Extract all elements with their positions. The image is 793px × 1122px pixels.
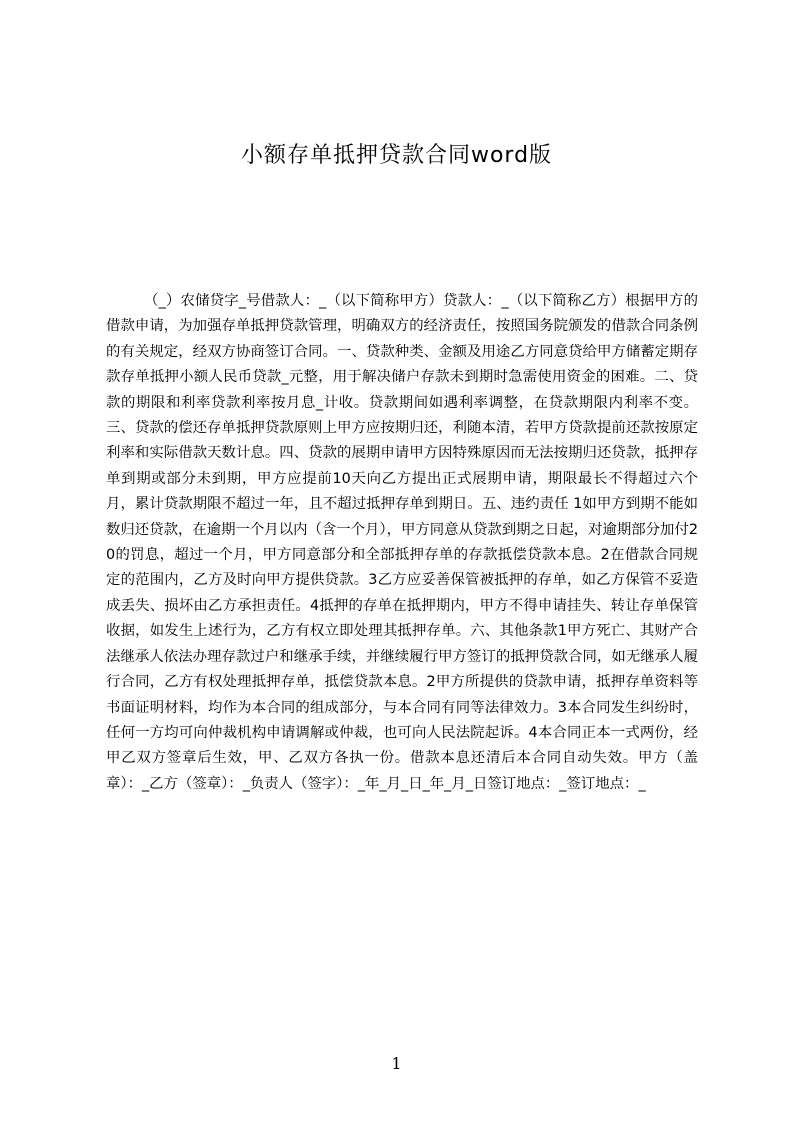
- contract-body-text: （_）农储贷字_号借款人：_（以下简称甲方）贷款人：_（以下简称乙方）根据甲方的借款申请，为加强存单抵押贷款管理，明确双方的经济责任，按照国务院颁发的借款合同条例的有关规定，经双方协商签订合同。一、贷款种类、金额及用途乙方同意贷给甲方储蓄定期存款存单抵押小额人民币贷款_元整，用于解决储户存款未到期时急需使用资金的困难。二、贷款的期限和利率贷款利率按月息_计收。贷款期间如遇利率调整，在贷款期限内利率不变。三、贷款的偿还存单抵押贷款原则上甲方应按期归还，利随本清，若甲方贷款提前还款按原定利率和实际借款天数计息。四、贷款的展期申请甲方因特殊原因而无法按期归还贷款，抵押存单到期或部分未到期，甲方应提前10天向乙方提出正式展期申请，期限最长不得超过六个月，累计贷款期限不超过一年，且不超过抵押存单到期日。五、违约责任 1如甲方到期不能如数归还贷款，在逾期一个月以内（含一个月），甲方同意从贷款到期之日起，对逾期部分加付20的罚息，超过一个月，甲方同意部分和全部抵押存单的存款抵偿贷款本息。2在借款合同规定的范围内，乙方及时向甲方提供贷款。3乙方应妥善保管被抵押的存单，如乙方保管不妥造成丢失、损坏由乙方承担责任。4抵押的存单在抵押期内，甲方不得申请挂失、转让存单保管收据，如发生上述行为，乙方有权立即处理其抵押存单。六、其他条款1甲方死亡、其财产合法继承人依法办理存款过户和继承手续，并继续履行甲方签订的抵押贷款合同，如无继承人履行合同，乙方有权处理抵押存单，抵偿贷款本息。2甲方所提供的贷款申请，抵押存单资料等书面证明材料，均作为本合同的组成部分，与本合同有同等法律效力。3本合同发生纠纷时，任何一方均可向仲裁机构申请调解或仲裁，也可向人民法院起诉。4本合同正本一式两份，经甲乙双方签章后生效，甲、乙双方各执一份。借款本息还清后本合同自动失效。甲方（盖章）：_乙方（签章）：_负责人（签字）：_年_月_日_年_月_日签订地点：_签订地点：_: [106, 293, 698, 792]
- document-title: 小额存单抵押贷款合同word版: [240, 143, 553, 168]
- page-number: 1: [391, 1054, 402, 1073]
